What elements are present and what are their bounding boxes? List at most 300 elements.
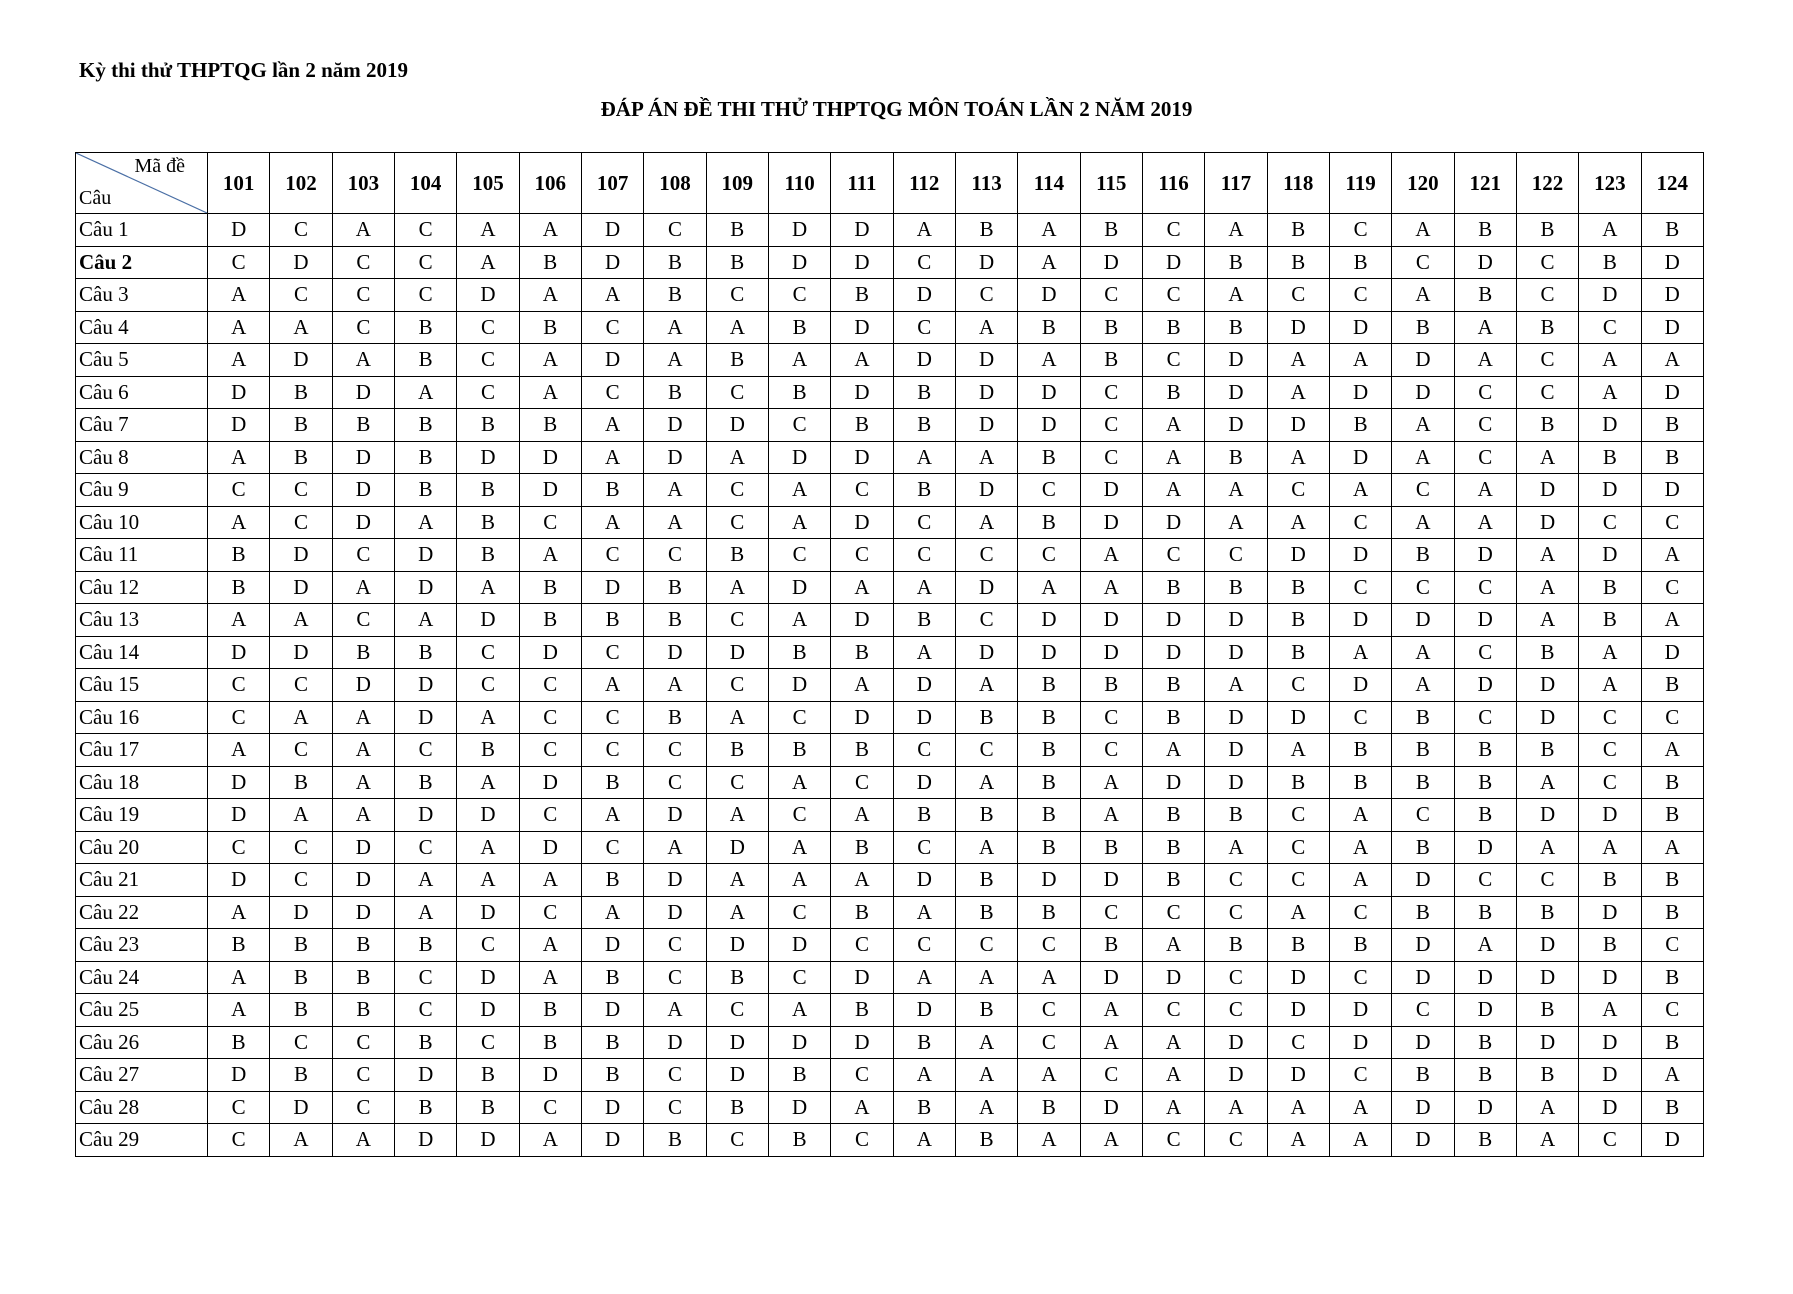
answer-cell: D [1454,604,1516,637]
answer-cell: D [831,506,893,539]
answer-cell: A [893,896,955,929]
answer-cell: D [955,474,1017,507]
answer-cell: B [1267,929,1329,962]
answer-cell: B [1579,441,1641,474]
answer-cell: B [1516,214,1578,247]
answer-cell: A [1142,734,1204,767]
answer-cell: A [1454,311,1516,344]
answer-cell: C [768,409,830,442]
answer-cell: B [394,311,456,344]
answer-cell: C [270,831,332,864]
answer-cell: B [644,279,706,312]
exam-code-header: 122 [1516,153,1578,214]
answer-cell: B [1205,311,1267,344]
answer-cell: A [1205,831,1267,864]
answer-cell: A [1392,441,1454,474]
answer-cell: A [1329,831,1391,864]
answer-cell: A [519,864,581,897]
answer-cell: B [270,1059,332,1092]
answer-cell: C [394,961,456,994]
answer-cell: C [1329,214,1391,247]
answer-cell: B [1080,344,1142,377]
answer-cell: C [394,279,456,312]
answer-cell: C [831,929,893,962]
answer-cell: A [1516,604,1578,637]
answer-cell: B [1454,279,1516,312]
answer-cell: B [831,279,893,312]
answer-cell: B [1454,896,1516,929]
answer-cell: D [1205,766,1267,799]
answer-cell: D [457,279,519,312]
answer-cell: C [519,734,581,767]
answer-cell: B [1267,604,1329,637]
answer-cell: C [644,1091,706,1124]
answer-cell: D [831,246,893,279]
answer-cell: D [457,604,519,637]
answer-cell: A [1080,1124,1142,1157]
answer-cell: A [1018,1124,1080,1157]
answer-cell: B [831,831,893,864]
answer-cell: A [768,864,830,897]
answer-cell: C [581,311,643,344]
answer-cell: A [831,571,893,604]
answer-cell: B [332,636,394,669]
answer-cell: D [1267,1059,1329,1092]
answer-cell: B [519,311,581,344]
answer-cell: C [644,1059,706,1092]
answer-cell: B [1142,831,1204,864]
answer-cell: D [581,246,643,279]
answer-cell: C [1329,896,1391,929]
answer-cell: B [1454,214,1516,247]
answer-cell: D [1205,376,1267,409]
answer-cell: A [1454,344,1516,377]
answer-cell: D [208,864,270,897]
answer-cell: C [1267,831,1329,864]
answer-cell: A [332,766,394,799]
answer-cell: C [706,474,768,507]
answer-cell: D [893,864,955,897]
question-label: Câu 22 [76,896,208,929]
answer-cell: C [1329,506,1391,539]
answer-cell: D [1641,376,1703,409]
answer-cell: C [706,506,768,539]
table-row [76,344,1704,377]
answer-cell: A [1080,994,1142,1027]
answer-cell: B [1641,1091,1703,1124]
answer-cell: D [955,246,1017,279]
answer-cell: C [394,734,456,767]
answer-cell: B [1392,701,1454,734]
question-label: Câu 26 [76,1026,208,1059]
answer-cell: A [1641,734,1703,767]
answer-cell: A [581,441,643,474]
answer-cell: B [1392,766,1454,799]
answer-cell: C [457,669,519,702]
answer-cell: B [831,896,893,929]
answer-cell: B [1641,799,1703,832]
answer-cell: D [1392,961,1454,994]
answer-cell: C [581,636,643,669]
answer-cell: C [644,929,706,962]
answer-cell: C [955,929,1017,962]
answer-cell: D [1454,831,1516,864]
answer-cell: C [768,961,830,994]
answer-cell: C [270,669,332,702]
answer-cell: A [270,311,332,344]
answer-cell: D [1267,409,1329,442]
answer-cell: D [332,474,394,507]
answer-cell: C [394,246,456,279]
answer-cell: B [581,1026,643,1059]
answer-cell: A [706,896,768,929]
answer-cell: A [1018,571,1080,604]
answer-cell: A [394,376,456,409]
answer-cell: D [644,864,706,897]
answer-cell: C [1579,701,1641,734]
corner-label-code: Mã đề [134,155,185,177]
answer-cell: C [581,734,643,767]
answer-cell: D [519,636,581,669]
exam-code-header: 119 [1329,153,1391,214]
question-label: Câu 20 [76,831,208,864]
answer-cell: A [519,929,581,962]
answer-cell: A [270,1124,332,1157]
answer-cell: B [332,929,394,962]
answer-cell: A [332,799,394,832]
answer-cell: C [1516,344,1578,377]
answer-cell: C [332,539,394,572]
answer-cell: A [1142,1091,1204,1124]
answer-cell: B [768,1059,830,1092]
answer-cell: B [1516,636,1578,669]
answer-cell: A [332,701,394,734]
exam-code-header: 105 [457,153,519,214]
table-row [76,441,1704,474]
answer-cell: B [644,604,706,637]
answer-cell: A [1080,1026,1142,1059]
answer-cell: A [457,701,519,734]
answer-cell: C [1392,474,1454,507]
answer-cell: B [768,636,830,669]
answer-cell: A [768,474,830,507]
answer-cell: D [1392,376,1454,409]
answer-cell: C [1142,214,1204,247]
answer-cell: C [457,636,519,669]
answer-cell: C [831,474,893,507]
answer-cell: D [831,1026,893,1059]
answer-cell: A [955,506,1017,539]
answer-cell: C [1579,506,1641,539]
answer-cell: D [1329,669,1391,702]
answer-cell: C [1080,441,1142,474]
table-row [76,311,1704,344]
answer-cell: D [1641,311,1703,344]
answer-cell: C [1142,994,1204,1027]
table-row [76,799,1704,832]
answer-cell: C [644,734,706,767]
answer-cell: B [893,376,955,409]
answer-cell: C [457,376,519,409]
answer-cell: A [1018,214,1080,247]
question-label: Câu 23 [76,929,208,962]
answer-cell: C [1579,734,1641,767]
answer-cell: D [1579,409,1641,442]
answer-cell: B [1142,571,1204,604]
answer-cell: A [768,831,830,864]
answer-cell: D [893,766,955,799]
answer-cell: C [1205,896,1267,929]
question-label: Câu 14 [76,636,208,669]
answer-cell: C [1454,571,1516,604]
question-label: Câu 25 [76,994,208,1027]
answer-cell: B [1579,864,1641,897]
answer-cell: D [831,311,893,344]
answer-cell: A [1205,279,1267,312]
answer-cell: A [768,506,830,539]
answer-cell: A [893,1059,955,1092]
answer-cell: C [270,474,332,507]
answer-cell: D [581,571,643,604]
answer-cell: A [519,279,581,312]
answer-cell: B [893,1026,955,1059]
answer-cell: C [1516,864,1578,897]
answer-cell: B [644,701,706,734]
answer-cell: B [1205,246,1267,279]
answer-cell: A [1142,929,1204,962]
answer-cell: B [831,734,893,767]
table-row [76,1091,1704,1124]
answer-cell: B [581,961,643,994]
answer-cell: D [1516,961,1578,994]
answer-cell: D [1579,539,1641,572]
answer-cell: C [893,506,955,539]
answer-cell: A [1392,636,1454,669]
answer-cell: D [644,799,706,832]
answer-cell: D [1142,604,1204,637]
answer-cell: C [768,539,830,572]
answer-cell: C [457,929,519,962]
answer-cell: C [270,734,332,767]
answer-cell: C [955,539,1017,572]
answer-cell: A [955,961,1017,994]
answer-cell: C [1018,474,1080,507]
answer-cell: D [1641,279,1703,312]
answer-cell: A [1516,441,1578,474]
answer-cell: C [706,1124,768,1157]
answer-cell: C [1392,571,1454,604]
answer-cell: A [955,669,1017,702]
answer-cell: B [1454,766,1516,799]
answer-cell: A [1205,474,1267,507]
answer-cell: A [1392,506,1454,539]
answer-cell: A [394,506,456,539]
answer-cell: B [1018,831,1080,864]
answer-cell: B [457,409,519,442]
answer-cell: C [1205,864,1267,897]
answer-cell: C [831,539,893,572]
answer-cell: C [706,279,768,312]
answer-cell: B [1392,539,1454,572]
answer-cell: B [1267,766,1329,799]
answer-cell: B [1142,799,1204,832]
table-row [76,701,1704,734]
answer-cell: C [1205,994,1267,1027]
answer-cell: D [768,441,830,474]
answer-cell: C [208,474,270,507]
answer-cell: D [1579,799,1641,832]
question-label: Câu 9 [76,474,208,507]
answer-cell: B [1018,701,1080,734]
answer-cell: A [768,344,830,377]
answer-cell: D [768,214,830,247]
answer-cell: B [1142,864,1204,897]
answer-cell: C [394,994,456,1027]
table-row [76,571,1704,604]
answer-cell: B [270,766,332,799]
answer-cell: D [706,1059,768,1092]
answer-cell: D [893,279,955,312]
answer-cell: C [519,799,581,832]
answer-cell: D [955,376,1017,409]
answer-cell: C [1454,701,1516,734]
answer-cell: C [768,279,830,312]
answer-cell: A [208,506,270,539]
answer-cell: D [893,701,955,734]
exam-code-header: 103 [332,153,394,214]
answer-cell: A [1080,571,1142,604]
answer-cell: B [394,474,456,507]
answer-cell: D [394,571,456,604]
answer-cell: C [1018,994,1080,1027]
answer-cell: D [1018,409,1080,442]
answer-key-table [75,152,1704,1157]
answer-cell: B [519,246,581,279]
answer-cell: D [706,636,768,669]
answer-cell: D [1579,474,1641,507]
answer-cell: A [831,864,893,897]
exam-code-header: 114 [1018,153,1080,214]
answer-cell: D [1142,636,1204,669]
answer-cell: A [270,701,332,734]
question-label: Câu 12 [76,571,208,604]
answer-cell: D [1329,1026,1391,1059]
answer-cell: A [1516,539,1578,572]
answer-cell: B [394,441,456,474]
question-label: Câu 6 [76,376,208,409]
answer-cell: A [1329,344,1391,377]
answer-cell: C [1641,506,1703,539]
answer-cell: D [1205,1026,1267,1059]
page-heading: Kỳ thi thử THPTQG lần 2 năm 2019 [79,58,409,82]
exam-code-header: 107 [581,153,643,214]
answer-cell: B [1641,961,1703,994]
answer-cell: B [1641,1026,1703,1059]
answer-cell: C [581,539,643,572]
answer-cell: C [1329,701,1391,734]
answer-cell: D [644,441,706,474]
answer-cell: C [208,669,270,702]
answer-cell: D [519,766,581,799]
answer-cell: A [1392,669,1454,702]
answer-cell: B [208,539,270,572]
table-row [76,864,1704,897]
answer-cell: C [644,766,706,799]
answer-cell: D [644,1026,706,1059]
answer-cell: C [1205,961,1267,994]
answer-cell: D [394,1059,456,1092]
answer-cell: A [706,864,768,897]
table-row [76,766,1704,799]
answer-cell: D [1516,799,1578,832]
answer-cell: D [1142,506,1204,539]
answer-cell: B [1018,766,1080,799]
table-row [76,961,1704,994]
answer-cell: D [1516,669,1578,702]
answer-cell: B [1392,831,1454,864]
answer-cell: D [955,344,1017,377]
answer-cell: D [893,994,955,1027]
answer-cell: C [270,279,332,312]
answer-cell: A [1205,214,1267,247]
answer-cell: B [581,474,643,507]
answer-cell: B [1579,246,1641,279]
question-label: Câu 4 [76,311,208,344]
answer-cell: C [1516,376,1578,409]
answer-cell: C [831,1059,893,1092]
answer-cell: A [1579,636,1641,669]
answer-cell: C [893,734,955,767]
answer-cell: B [208,929,270,962]
answer-cell: C [1142,1124,1204,1157]
answer-cell: B [1454,734,1516,767]
answer-cell: C [1516,246,1578,279]
answer-cell: B [1579,571,1641,604]
answer-cell: D [270,1091,332,1124]
answer-cell: B [1641,441,1703,474]
answer-cell: A [1267,344,1329,377]
answer-cell: C [706,766,768,799]
answer-cell: C [1018,1026,1080,1059]
answer-cell: C [270,214,332,247]
answer-cell: B [1516,409,1578,442]
answer-cell: B [1579,929,1641,962]
answer-cell: B [519,409,581,442]
answer-cell: B [1205,929,1267,962]
answer-cell: C [1205,1124,1267,1157]
question-label: Câu 19 [76,799,208,832]
answer-cell: C [706,994,768,1027]
answer-cell: A [519,539,581,572]
answer-cell: D [1018,376,1080,409]
answer-cell: B [1392,311,1454,344]
answer-cell: B [706,734,768,767]
answer-cell: B [1267,246,1329,279]
answer-cell: D [519,831,581,864]
answer-cell: A [1641,604,1703,637]
question-label: Câu 28 [76,1091,208,1124]
answer-cell: B [644,1124,706,1157]
answer-cell: D [1080,1091,1142,1124]
answer-cell: B [394,1091,456,1124]
table-row [76,734,1704,767]
answer-cell: A [955,1091,1017,1124]
answer-cell: B [1267,636,1329,669]
answer-cell: D [1516,929,1578,962]
answer-cell: D [768,929,830,962]
answer-cell: A [332,571,394,604]
answer-cell: B [893,1091,955,1124]
